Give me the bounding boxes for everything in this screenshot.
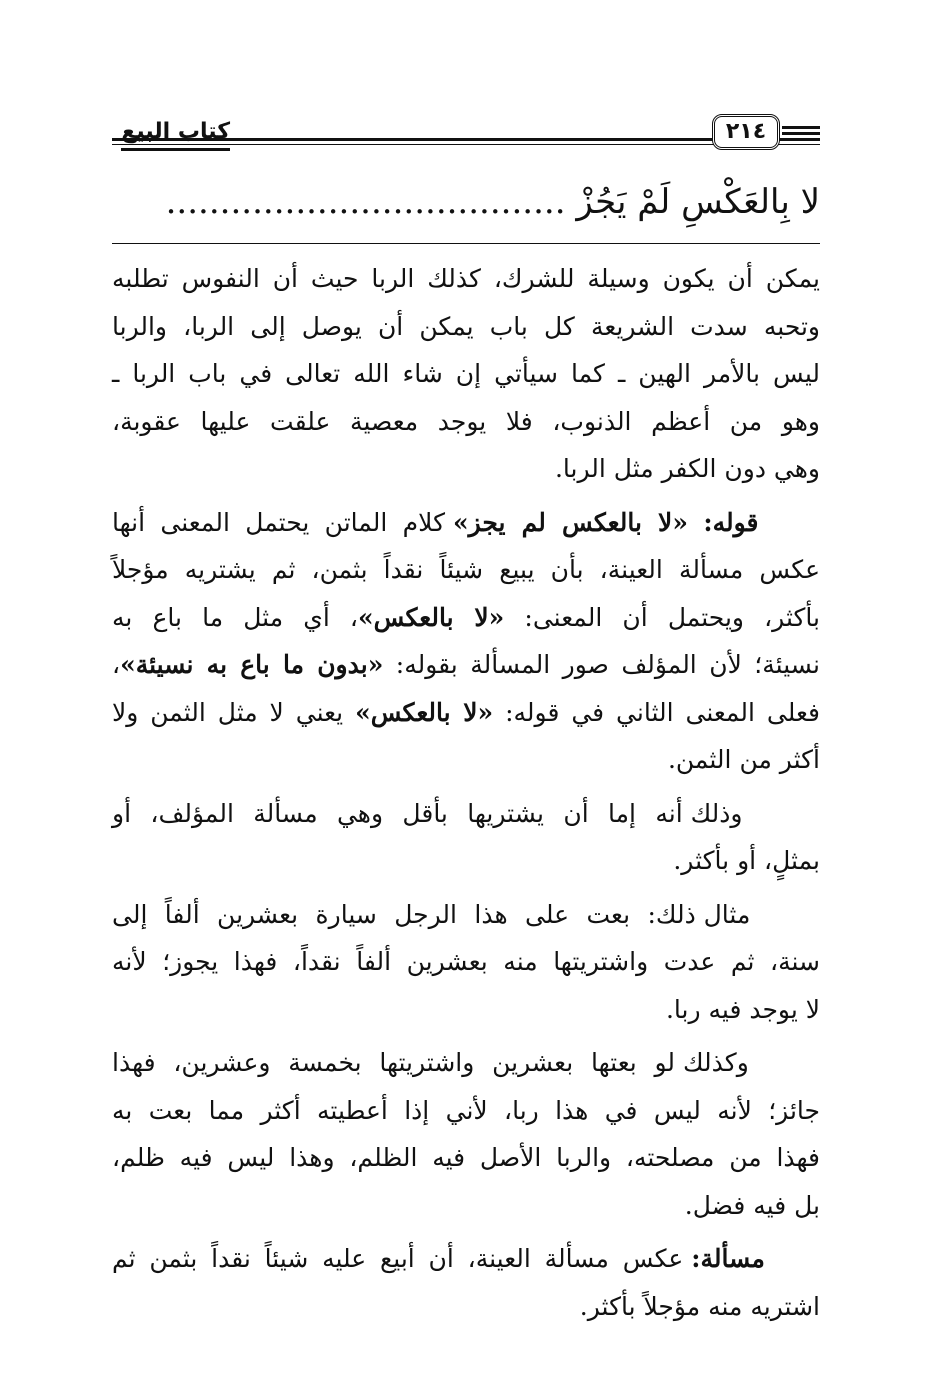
text-line — [112, 641, 820, 689]
quoted-matn: «لا بالعكس» — [357, 602, 505, 632]
text-line: بل فيه فضل. — [684, 1190, 820, 1220]
paragraph-6 — [112, 1235, 820, 1330]
commentary-body — [112, 255, 820, 1336]
text-line: وهي دون الكفر مثل الربا. — [554, 454, 820, 483]
text-run: وكذلك لو بعتها بعشرين واشتريتها بخمسة وعشرين، فهذا — [112, 1048, 749, 1077]
text-line: أكثر من الثمن. — [667, 745, 820, 774]
paragraph-5 — [112, 1039, 820, 1229]
text-line — [112, 689, 820, 737]
lead-label: قوله: — [703, 507, 759, 537]
text-line: لا يوجد فيه ربا. — [665, 994, 820, 1024]
text-line — [112, 790, 820, 838]
page-header — [112, 112, 820, 162]
text-run: نسيئة؛ لأن المؤلف صور المسألة بقوله: — [383, 650, 820, 679]
text-line: اشتريه منه مؤجلاً بأكثر. — [579, 1291, 820, 1321]
text-line: ليس بالأمر الهين ـ كما سيأتي إن شاء الله تعالى في باب الربا ـ — [112, 359, 820, 388]
paragraph-3 — [112, 790, 820, 885]
text-run: كلام الماتن يحتمل المعنى أنها — [112, 507, 453, 537]
paragraph-1 — [112, 255, 820, 493]
text-line — [112, 1235, 820, 1283]
text-line: سنة، ثم عدت واشتريتها منه بعشرين ألفاً نقداً، فهذا يجوز؛ لأنه — [112, 947, 820, 976]
text-line: يمكن أن يكون وسيلة للشرك، كذلك الربا حيث أن النفوس تطلبه — [112, 264, 820, 293]
text-line — [112, 891, 820, 939]
text-line — [112, 594, 820, 642]
paragraph-2 — [112, 499, 820, 784]
text-run: ، — [112, 650, 121, 679]
text-run: وذلك أنه إما أن يشتريها بأقل وهي مسألة المؤلف، أو — [112, 798, 743, 828]
matn-divider — [112, 243, 820, 244]
text-line: وتحبه سدت الشريعة كل باب يمكن أن يوصل إلى الربا، والربا — [112, 311, 820, 341]
quoted-matn: «بدون ما باع به نسيئة» — [120, 650, 384, 679]
text-run: بأكثر، ويحتمل أن المعنى: — [504, 602, 820, 632]
text-line: ​ قوله: «لا بالعكس لم يجز» كلام الماتن يحتمل المعنى أنها — [112, 507, 821, 537]
text-line: بمثلٍ، أو بأكثر. — [673, 846, 820, 875]
book-title: كتاب البيع — [121, 118, 230, 151]
quoted-matn: «لا بالعكس» — [355, 697, 494, 727]
header-rule-short-bottom — [782, 132, 820, 135]
matn-line: لا بِالعَكْسِ لَمْ يَجُزْ ..................................... — [165, 182, 820, 222]
quoted-matn: «لا بالعكس لم يجز» — [452, 507, 688, 537]
text-run: ، أي مثل ما باع به — [112, 602, 358, 632]
page-number: ٢١٤ — [712, 114, 780, 150]
text-line: جائز؛ لأنه ليس في هذا ربا، لأني إذا أعطيته أكثر مما بعت به — [112, 1095, 820, 1125]
text-line: عكس مسألة العينة، بأن يبيع شيئاً نقداً بثمن، ثم يشتريه مؤجلاً — [112, 555, 820, 584]
text-run: مثال ذلك: بعت على هذا الرجل سيارة بعشرين ألفاً إلى — [112, 899, 751, 929]
paragraph-4 — [112, 891, 820, 1034]
text-run: فعلى المعنى الثاني في قوله: — [493, 697, 820, 727]
text-line: وهو من أعظم الذنوب، فلا يوجد معصية علقت عليها عقوبة، — [112, 406, 820, 436]
header-rule-short-top — [782, 126, 820, 129]
text-run: يعني لا مثل الثمن ولا — [112, 697, 356, 727]
lead-label: مسألة: — [691, 1244, 765, 1273]
text-line — [112, 1039, 820, 1087]
text-line: فهذا من مصلحته، والربا الأصل فيه الظلم، وهذا ليس فيه ظلم، — [112, 1143, 820, 1172]
text-run: عكس مسألة العينة، أن أبيع عليه شيئاً نقداً بثمن ثم — [112, 1244, 692, 1273]
